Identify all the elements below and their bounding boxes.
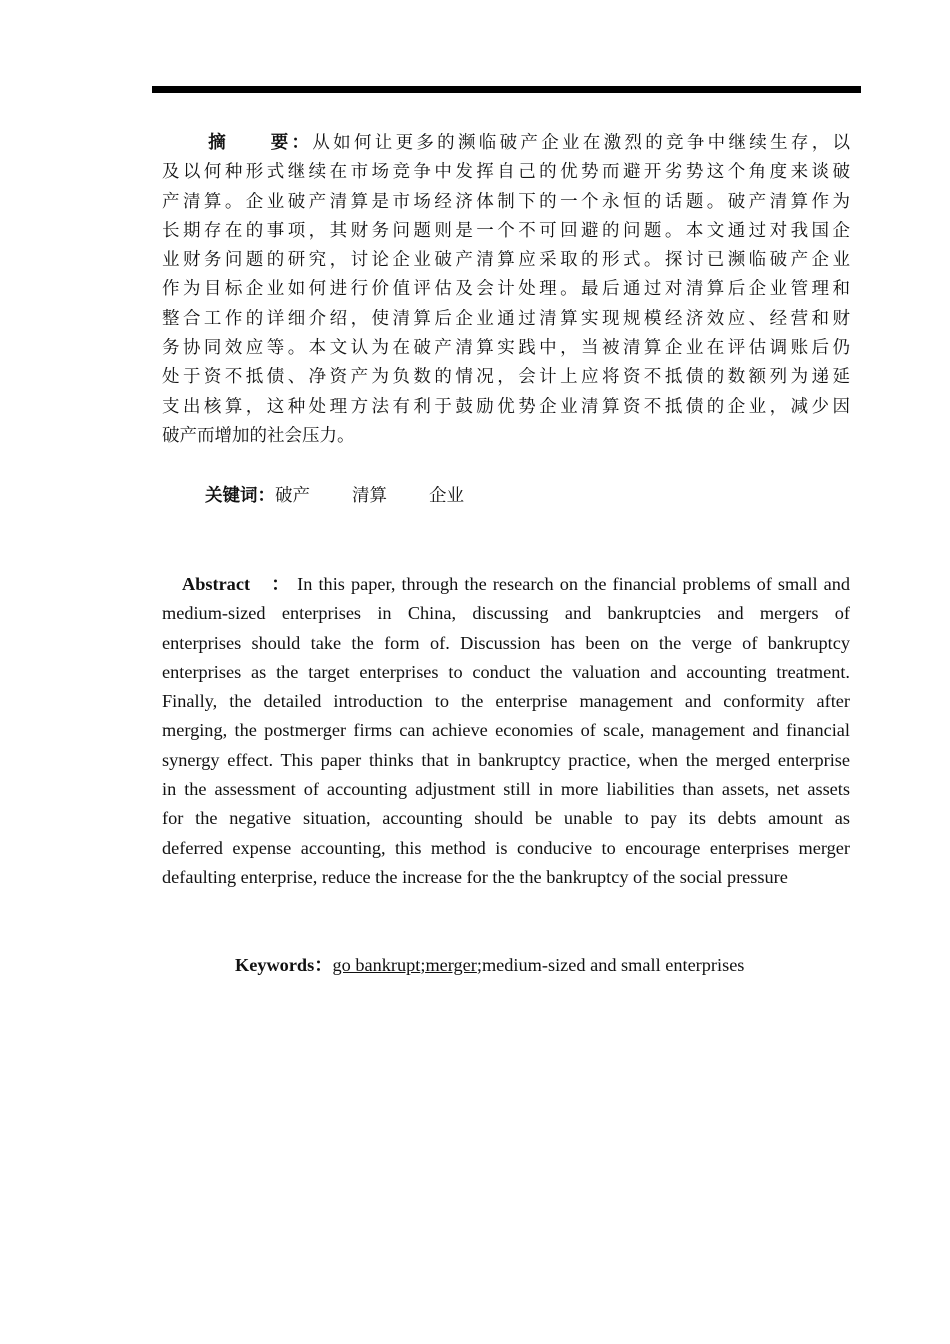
keywords-label: 关键词： <box>205 486 275 506</box>
abstract-line: deferred expense accounting, this method is conducive to encourage enterprises merger <box>162 837 850 858</box>
abstract-line: 摘 要：从如何让更多的濒临破产企业在激烈的竞争中继续生存，以 <box>205 133 851 153</box>
abstract-line: synergy effect. This paper thinks that in bankruptcy practice, when the merged enterprise <box>162 749 850 770</box>
abstract-line: 处于资不抵债、净资产为负数的情况，会计上应将资不抵债的数额列为递延 <box>162 367 850 388</box>
abstract-line: enterprises as the target enterprises to conduct the valuation and accounting treatment. <box>162 661 850 682</box>
english-abstract <box>162 570 850 892</box>
abstract-line: 支出核算，这种处理方法有利于鼓励优势企业清算资不抵债的企业，减少因 <box>162 396 850 417</box>
keyword: 企业 <box>429 486 464 506</box>
abstract-line: enterprises should take the form of. Discussion has been on the verge of bankruptcy <box>162 632 850 653</box>
abstract-line: merging, the postmerger firms can achieve economies of scale, management and financial <box>162 720 850 741</box>
keyword-link[interactable]: go bankrupt <box>332 955 421 975</box>
keyword: 破产 <box>275 486 310 506</box>
abstract-line: Abstract ： In this paper, through the research on the financial problems of small and <box>182 574 851 594</box>
abstract-line: for the negative situation, accounting should be unable to pay its debts amount as <box>162 808 850 829</box>
keyword: 清算 <box>352 486 387 506</box>
abstract-line: 长期存在的事项，其财务问题则是一个不可回避的问题。本文通过对我国企 <box>162 220 850 241</box>
abstract-line: 破产而增加的社会压力。 <box>162 425 355 446</box>
abstract-line: 产清算。企业破产清算是市场经济体制下的一个永恒的话题。破产清算作为 <box>162 191 850 212</box>
chinese-keywords <box>205 483 464 509</box>
chinese-abstract <box>162 129 850 451</box>
keyword-link[interactable]: merger <box>425 955 477 975</box>
abstract-label: Abstract ： <box>182 574 292 594</box>
abstract-line: 整合工作的详细介绍，使清算后企业通过清算实现规模经济效应、经营和财 <box>162 308 850 329</box>
abstract-line: 作为目标企业如何进行价值评估及会计处理。最后通过对清算后企业管理和 <box>162 279 850 300</box>
abstract-line: medium-sized enterprises in China, discussing and bankruptcies and mergers of <box>162 603 850 624</box>
abstract-line: 务协同效应等。本文认为在破产清算实践中，当被清算企业在评估调账后仍 <box>162 338 850 359</box>
header-rule <box>152 86 861 93</box>
keyword-rest: ;medium-sized and small enterprises <box>476 955 745 975</box>
keywords-label: Keywords： <box>235 955 333 975</box>
abstract-line: 业财务问题的研究，讨论企业破产清算应采取的形式。探讨已濒临破产企业 <box>162 250 850 271</box>
abstract-line: defaulting enterprise, reduce the increase for the the bankruptcy of the social pressure <box>162 866 788 887</box>
abstract-line: 及以何种形式继续在市场竞争中发挥自己的优势而避开劣势这个角度来谈破 <box>162 162 850 183</box>
abstract-label: 摘 要： <box>205 133 313 153</box>
abstract-line: Finally, the detailed introduction to the enterprise management and conformity after <box>162 691 850 712</box>
english-keywords: Keywords：go bankrupt;merger;medium-sized and small enterprises <box>235 955 745 975</box>
abstract-line: in the assessment of accounting adjustment still in more liabilities than assets, net assets <box>162 779 850 800</box>
